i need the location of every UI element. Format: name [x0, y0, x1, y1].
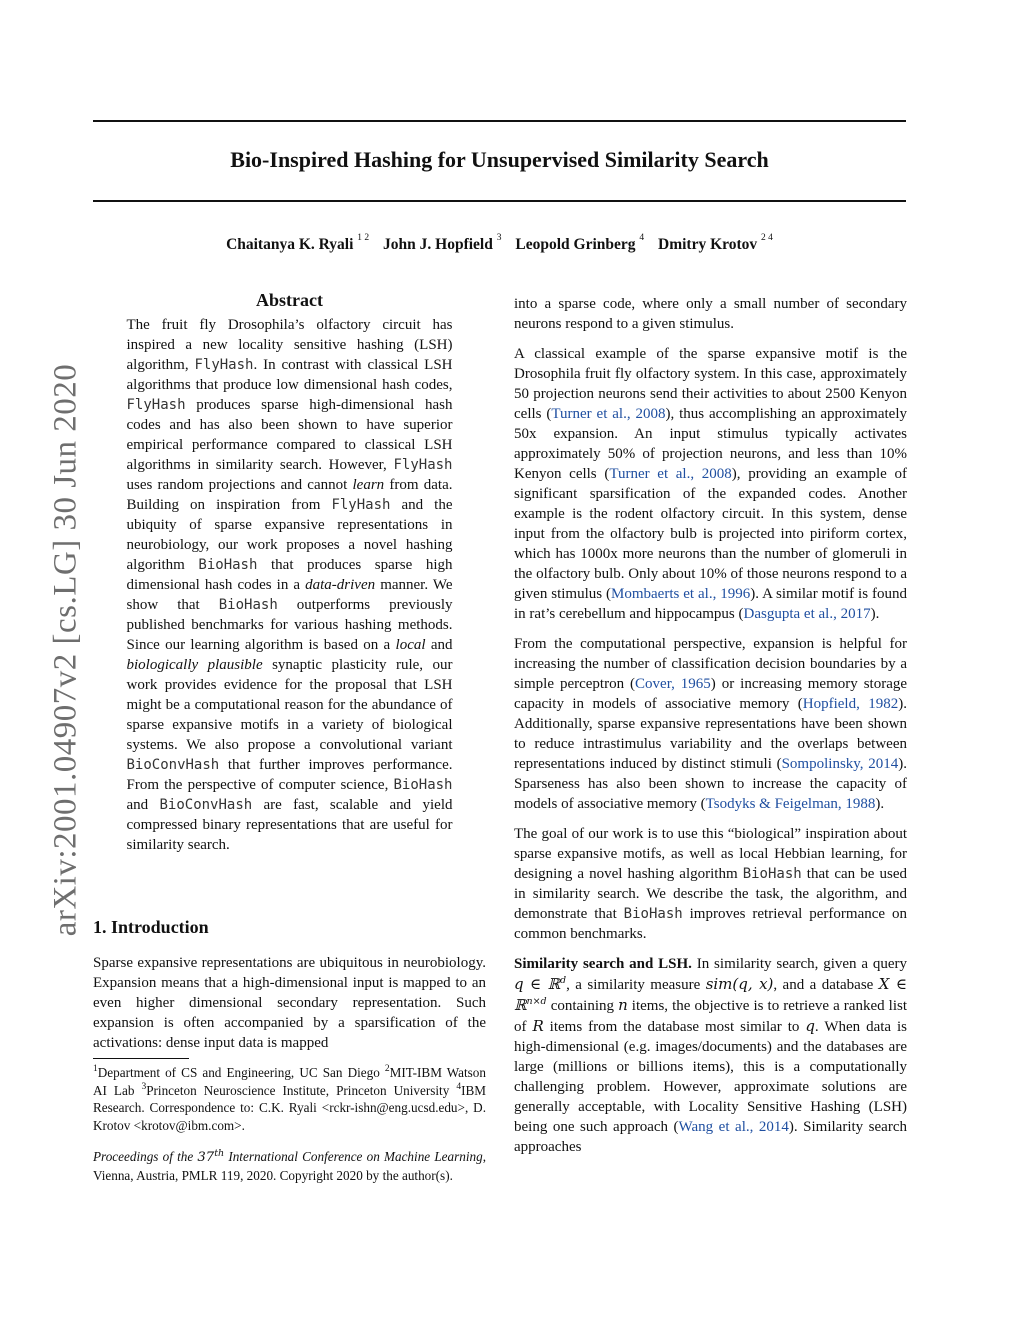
author-affiliation: 4 [639, 233, 645, 243]
author-name: Dmitry Krotov [658, 236, 758, 253]
citation-link[interactable]: Turner et al., 2008 [609, 466, 732, 482]
intro-paragraph: Sparse expansive representations are ubiquitous in neurobiology. Expansion means that a high-dimensional input is mapped to an even higher dimensional secondary representation. Such expansion is often accompanied by a sparsification of the activations: dense input data is mapped [93, 955, 486, 1051]
code-term: BioHash [218, 597, 278, 613]
paragraph: From the computational perspective, expansion is helpful for increasing the number of classification decision boundaries by a simple perceptron (Cover, 1965) or increasing memory storage capacity in models of associative memory (Hopfield, 1982). Additionally, sparse expansive representations have been shown to reduce intrastimulus variability and the overlaps between representations induced by distinct stimuli (Sompolinsky, 2014). Sparseness has also been shown to increase the capacity of models of associative memory (Tsodyks & Feigelman, 1988). [514, 636, 908, 812]
title-top-rule [93, 120, 906, 122]
citation-link[interactable]: Hopfield, 1982 [802, 696, 899, 712]
code-term: FlyHash [331, 497, 391, 513]
citation-link[interactable]: Sompolinsky, 2014 [781, 756, 899, 772]
paragraph: into a sparse code, where only a small number of secondary neurons respond to a given stimulus. [514, 296, 907, 332]
affiliation-footnote: $^1$Department of CS and Engineering, UC San Diego $^2$MIT-IBM Watson AI Lab $^3$Princeton Neuroscience Institute, Princeton University $^4$IBM Research. Correspondence to: C.K. Ryali <rckr-ishn@eng.ucsd.edu>, D. Krotov <krotov@ibm.com>. [93, 1064, 486, 1133]
author-name: Chaitanya K. Ryali [226, 236, 354, 253]
code-term: FlyHash [126, 397, 186, 413]
author-affiliation: 2 4 [761, 233, 773, 243]
paragraph: A classical example of the sparse expansive motif is the Drosophila fruit fly olfactory system. In this case, approximately 50 projection neurons send their activities to about 2500 Kenyon cells (Turner et al., 2008), thus accomplishing an approximately 50x expansion. An input stimulus typically activates approximately 50% of projection neurons, and less than 10% Kenyon cells (Turner et al., 2008), providing an example of significant sparsification of the expanded codes. Another example is the rodent olfactory circuit. In this system, dense input from the olfactory bulb is projected into piriform cortex, which has 1000x more neurons than the number of glomeruli in the olfactory bulb. Only about 10% of those neurons respond to a given stimulus (Mombaerts et al., 1996). A similar motif is found in rat’s cerebellum and hippocampus (Dasgupta et al., 2017). [514, 346, 908, 622]
citation-link[interactable]: Dasgupta et al., 2017 [743, 606, 871, 622]
code-term: BioConvHash [126, 757, 220, 773]
code-term: BioHash [742, 866, 802, 882]
citation-link[interactable]: Wang et al., 2014 [678, 1119, 789, 1135]
paragraph-lead: Similarity search and LSH. [514, 956, 692, 972]
paragraph: Similarity search and LSH. In similarity search, given a query q ∈ ℝ$^d$, a similarity measure sim(q, x), and a database X ∈ ℝ$^{n\times d}$ containing n items, the objective is to retrieve a ranked list of R items from the database most similar to q. When data is high-dimensional (e.g. images/documents) and the databases are large (millions or billions items), this is a computationally challenging problem. However, approximate solutions are generally acceptable, with Locality Sensitive Hashing (LSH) being one such approach (Wang et al., 2014). Similarity search approaches [514, 956, 907, 1155]
paragraph: The goal of our work is to use this “biological” inspiration about sparse expansive motifs, as well as local Hebbian learning, for designing a novel hashing algorithm BioHash that can be used in similarity search. We describe the task, the algorithm, and demonstrate that BioHash improves retrieval performance on common benchmarks. [514, 826, 907, 942]
code-term: FlyHash [194, 357, 254, 373]
citation-link[interactable]: Mombaerts et al., 1996 [611, 586, 751, 602]
code-term: BioConvHash [159, 797, 253, 813]
author-affiliation: 3 [496, 233, 502, 243]
section-heading-introduction: 1. Introduction [93, 917, 209, 937]
proceedings-note: Proceedings of the 37th International Conference on Machine Learning, Vienna, Austria, PMLR 119, 2020. Copyright 2020 by the author(s). [93, 1148, 486, 1183]
citation-link[interactable]: Turner et al., 2008 [551, 406, 666, 422]
abstract-heading: Abstract [256, 290, 323, 310]
author-list [93, 233, 906, 254]
footnote-rule [93, 1058, 189, 1059]
author-affiliation: 1 2 [357, 233, 370, 243]
title-bottom-rule [93, 200, 906, 202]
code-term: BioHash [393, 777, 453, 793]
code-term: BioHash [198, 557, 258, 573]
author-name: Leopold Grinberg [515, 236, 636, 253]
citation-link[interactable]: Cover, 1965 [635, 676, 711, 692]
left-column [93, 290, 486, 855]
arxiv-identifier-stamp: arXiv:2001.04907v2 [cs.LG] 30 Jun 2020 [47, 363, 84, 937]
citation-link[interactable]: Tsodyks & Feigelman, 1988 [705, 796, 876, 812]
author-name: John J. Hopfield [383, 236, 493, 253]
paper-title: Bio-Inspired Hashing for Unsupervised Similarity Search [230, 147, 769, 172]
abstract-text: The fruit fly Drosophila’s olfactory circuit has inspired a new locality sensitive hashing (LSH) algorithm, FlyHash. In contrast with classical LSH algorithms that produce low dimensional hash codes, FlyHash produces sparse high-dimensional hash codes and has also been shown to have superior empirical performance compared to classical LSH algorithms in similarity search. However, FlyHash uses random projections and cannot learn from data. Building on inspiration from FlyHash and the ubiquity of sparse expansive representations in neurobiology, our work proposes a novel hashing algorithm BioHash that produces sparse high dimensional hash codes in a data-driven manner. We show that BioHash outperforms previously published benchmarks for various hashing methods. Since our learning algorithm is based on a local and biologically plausible synaptic plasticity rule, our work provides evidence for the proposal that LSH might be a computational reason for the abundance of sparse expansive motifs in a variety of biological systems. We also propose a convolutional variant BioConvHash that further improves performance. From the perspective of computer science, BioHash and BioConvHash are fast, scalable and yield compressed binary representations that are useful for similarity search. [126, 317, 453, 853]
right-column [514, 294, 907, 1167]
code-term: BioHash [623, 906, 683, 922]
code-term: FlyHash [393, 457, 453, 473]
